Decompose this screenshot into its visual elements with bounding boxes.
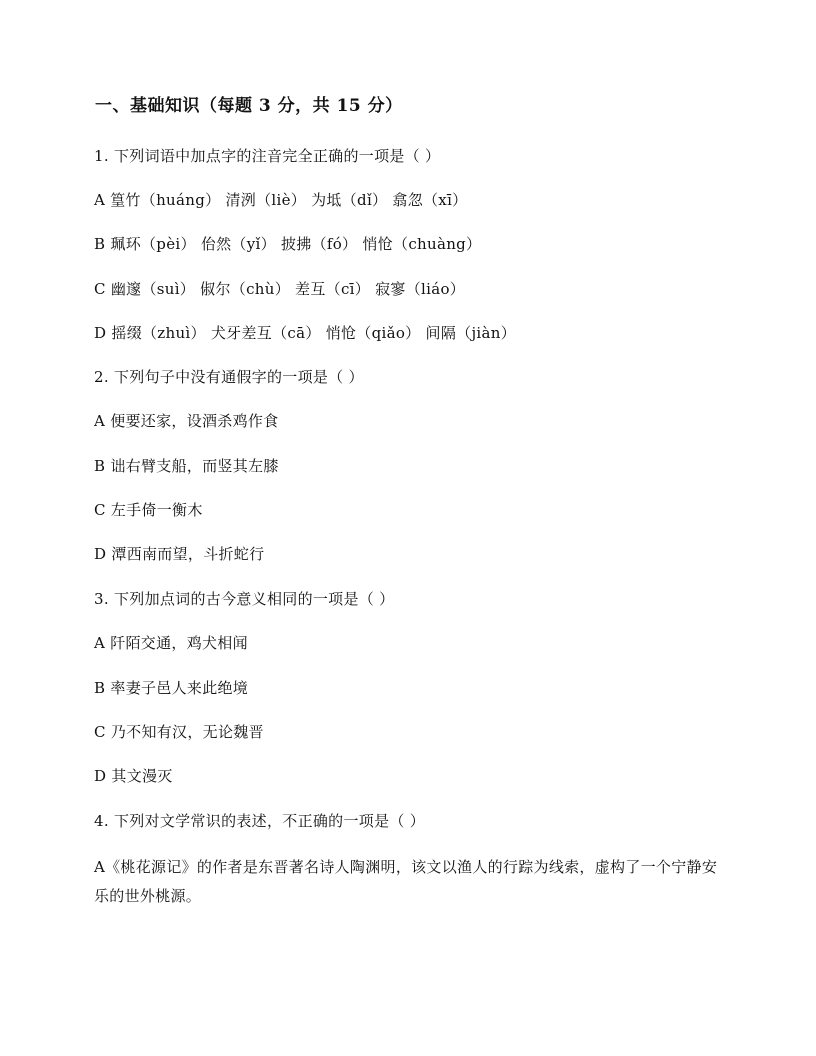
question-1-stem: 1. 下列词语中加点字的注音完全正确的一项是（ ） — [94, 147, 441, 165]
question-1-option-c: C 幽邃（suì） 俶尔（chù） 差互（cī） 寂寥（liáo） — [94, 280, 466, 298]
question-4-option-a: A《桃花源记》的作者是东晋著名诗人陶渊明，该文以渔人的行踪为线索，虚构了一个宁静安乐的世外桃源。 — [94, 858, 718, 905]
question-1-option-a: A 篁竹（huáng） 清洌（liè） 为坻（dǐ） 翕忽（xī） — [94, 191, 468, 209]
section-heading: 一、基础知识（每题 3 分，共 15 分） — [95, 96, 403, 116]
question-3-option-a: A 阡陌交通，鸡犬相闻 — [94, 634, 248, 652]
question-1-option-b: B 珮环（pèi） 佁然（yǐ） 披拂（fó） 悄怆（chuàng） — [94, 235, 482, 253]
question-2-option-b: B 诎右臂支船，而竖其左膝 — [94, 457, 279, 475]
question-4-stem: 4. 下列对文学常识的表述，不正确的一项是（ ） — [94, 812, 426, 830]
question-3-option-b: B 率妻子邑人来此绝境 — [94, 679, 249, 697]
question-1-option-d: D 摇缀（zhuì） 犬牙差互（cā） 悄怆（qiǎo） 间隔（jiàn） — [94, 324, 516, 342]
question-2-option-c: C 左手倚一衡木 — [94, 501, 203, 519]
question-3-option-c: C 乃不知有汉，无论魏晋 — [94, 723, 264, 741]
question-3-option-d: D 其文漫灭 — [94, 767, 173, 785]
question-3-stem: 3. 下列加点词的古今意义相同的一项是（ ） — [94, 590, 395, 608]
question-2-stem: 2. 下列句子中没有通假字的一项是（ ） — [94, 368, 364, 386]
question-2-option-a: A 便要还家，设酒杀鸡作食 — [94, 412, 279, 430]
question-2-option-d: D 潭西南而望，斗折蛇行 — [94, 545, 265, 563]
